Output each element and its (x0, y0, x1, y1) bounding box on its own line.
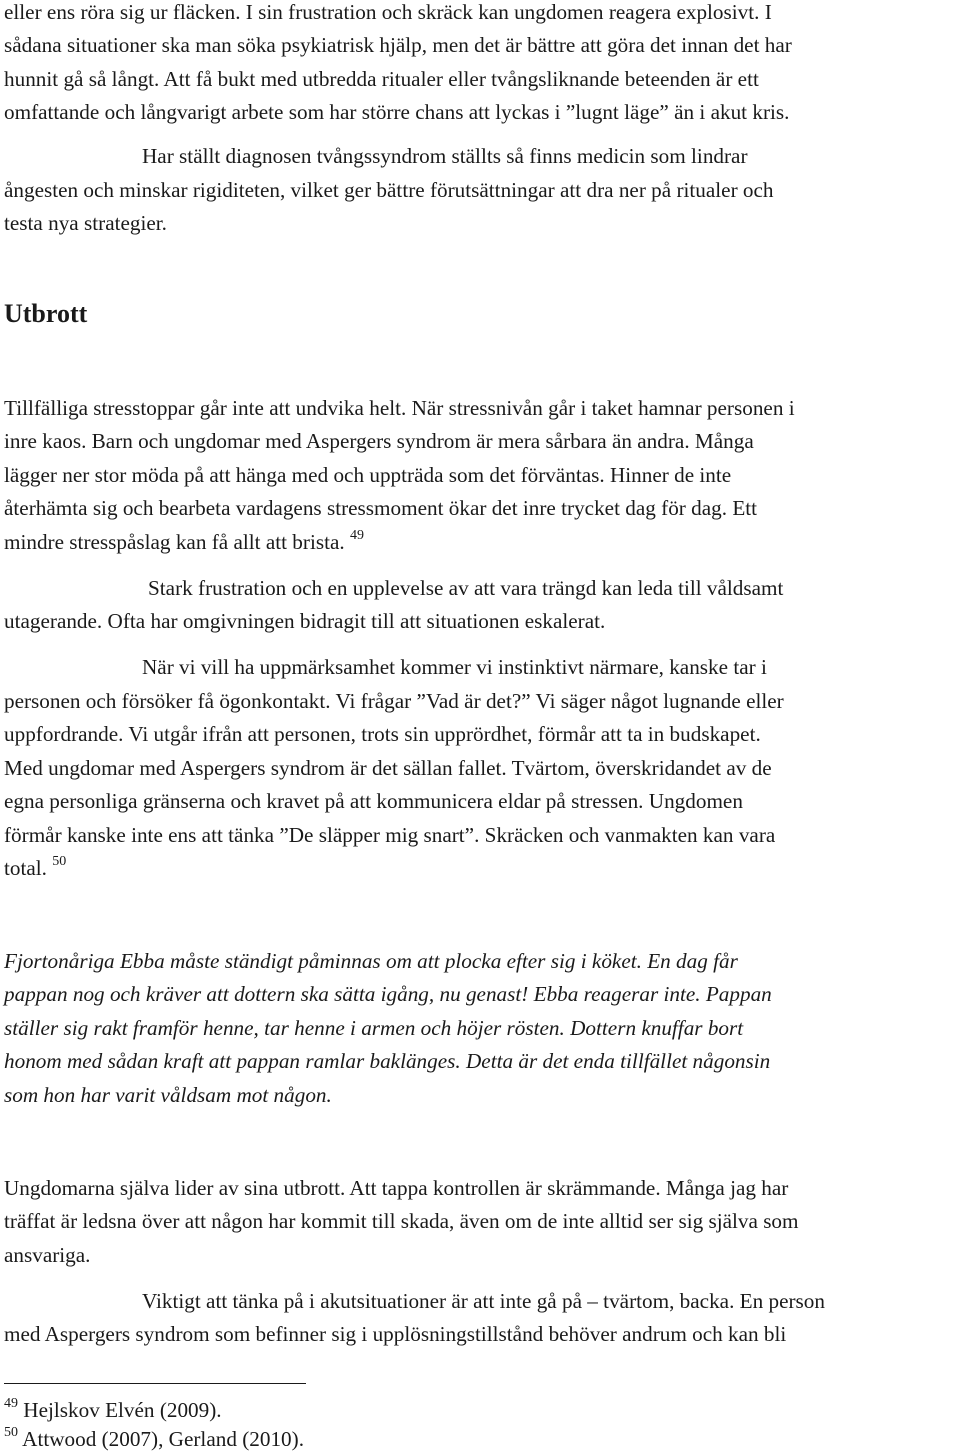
attention-line-2: personen och försöker få ögonkontakt. Vi frågar ”Vad är det?” Vi säger något lugnande eller (4, 689, 784, 713)
footnote-separator (4, 1383, 306, 1384)
outburst-line-3: lägger ner stor möda på att hänga med och uppträda som det förväntas. Hinner de inte (4, 463, 732, 487)
intro-line-1: eller ens röra sig ur fläcken. I sin frustration och skräck kan ungdomen reagera explosivt. I (4, 0, 772, 24)
diagnosis-line-2: ångesten och minskar rigiditeten, vilket ger bättre förutsättningar att dra ner på ritualer och (4, 178, 774, 202)
footnote-50-text: Attwood (2007), Gerland (2010). (22, 1427, 304, 1451)
suffering-line-1: Ungdomarna själva lider av sina utbrott. Att tappa kontrollen är skrämmande. Många jag har (4, 1176, 789, 1200)
outburst-line-1: Tillfälliga stresstoppar går inte att undvika helt. När stressnivån går i taket hamnar personen i (4, 396, 795, 420)
document-page (4, 0, 956, 1454)
frustration-line-2: utagerande. Ofta har omgivningen bidragit till att situationen eskalerat. (4, 609, 606, 633)
intro-line-4: omfattande och långvarigt arbete som har större chans att lyckas i ”lugnt läge” än i akut kris. (4, 100, 790, 124)
footnote-49-number: 49 (4, 1396, 18, 1411)
intro-line-3: hunnit gå så långt. Att få bukt med utbredda ritualer eller tvångsliknande beteenden är ett (4, 67, 759, 91)
attention-line-5: egna personliga gränserna och kravet på att kommunicera eldar på stressen. Ungdomen (4, 789, 743, 813)
diagnosis-line-1: Har ställt diagnosen tvångssyndrom ställts så finns medicin som lindrar (142, 144, 748, 168)
example-line-2: pappan nog och kräver att dottern ska sätta igång, nu genast! Ebba reagerar inte. Pappan (4, 982, 772, 1006)
footnote-49-text: Hejlskov Elvén (2009). (23, 1398, 222, 1422)
section-heading: Utbrott (4, 299, 88, 328)
intro-line-2: sådana situationer ska man söka psykiatrisk hjälp, men det är bättre att göra det innan det har (4, 33, 792, 57)
outburst-line-2: inre kaos. Barn och ungdomar med Aspergers syndrom är mera sårbara än andra. Många (4, 429, 754, 453)
diagnosis-line-3: testa nya strategier. (4, 211, 167, 235)
important-line-2: med Aspergers syndrom som befinner sig i upplösningstillstånd behöver andrum och kan bli (4, 1322, 787, 1346)
important-line-1: Viktigt att tänka på i akutsituationer är att inte gå på – tvärtom, backa. En person (142, 1289, 825, 1313)
attention-line-6: förmår kanske inte ens att tänka ”De släpper mig snart”. Skräcken och vanmakten kan vara (4, 823, 776, 847)
outburst-line-4: återhämta sig och bearbeta vardagens stressmoment ökar det inre trycket dag för dag. Ett (4, 496, 758, 520)
attention-line-3: uppfordrande. Vi utgår ifrån att personen, trots sin upprördhet, förmår att ta in budskapet. (4, 722, 761, 746)
footnote-50 (4, 1424, 304, 1454)
example-line-3: ställer sig rakt framför henne, tar henne i armen och höjer rösten. Dottern knuffar bort (4, 1016, 744, 1040)
footnote-ref-50: 50 (52, 854, 67, 869)
suffering-line-2: träffat är ledsna över att någon har kommit till skada, även om de inte alltid ser sig själva som (4, 1209, 799, 1233)
example-line-4: honom med sådan kraft att pappan ramlar baklänges. Detta är det enda tillfället någonsin (4, 1049, 771, 1073)
footnote-50-number: 50 (4, 1425, 18, 1440)
example-line-1: Fjortonåriga Ebba måste ständigt påminnas om att plocka efter sig i köket. En dag får (4, 949, 738, 973)
frustration-line-1: Stark frustration och en upplevelse av att vara trängd kan leda till våldsamt (148, 576, 784, 600)
attention-line-1: När vi vill ha uppmärksamhet kommer vi instinktivt närmare, kanske tar i (142, 655, 767, 679)
example-line-5: som hon har varit våldsam mot någon. (4, 1083, 332, 1107)
attention-line-7 (4, 852, 66, 885)
outburst-line-5 (4, 526, 364, 559)
footnote-ref-49: 49 (349, 528, 364, 543)
footnote-49 (4, 1395, 222, 1425)
suffering-line-3: ansvariga. (4, 1243, 91, 1267)
attention-line-7-text: total. (4, 856, 47, 880)
outburst-line-5-text: mindre stresspåslag kan få allt att brista. (4, 530, 345, 554)
attention-line-4: Med ungdomar med Aspergers syndrom är det sällan fallet. Tvärtom, överskridandet av de (4, 756, 772, 780)
